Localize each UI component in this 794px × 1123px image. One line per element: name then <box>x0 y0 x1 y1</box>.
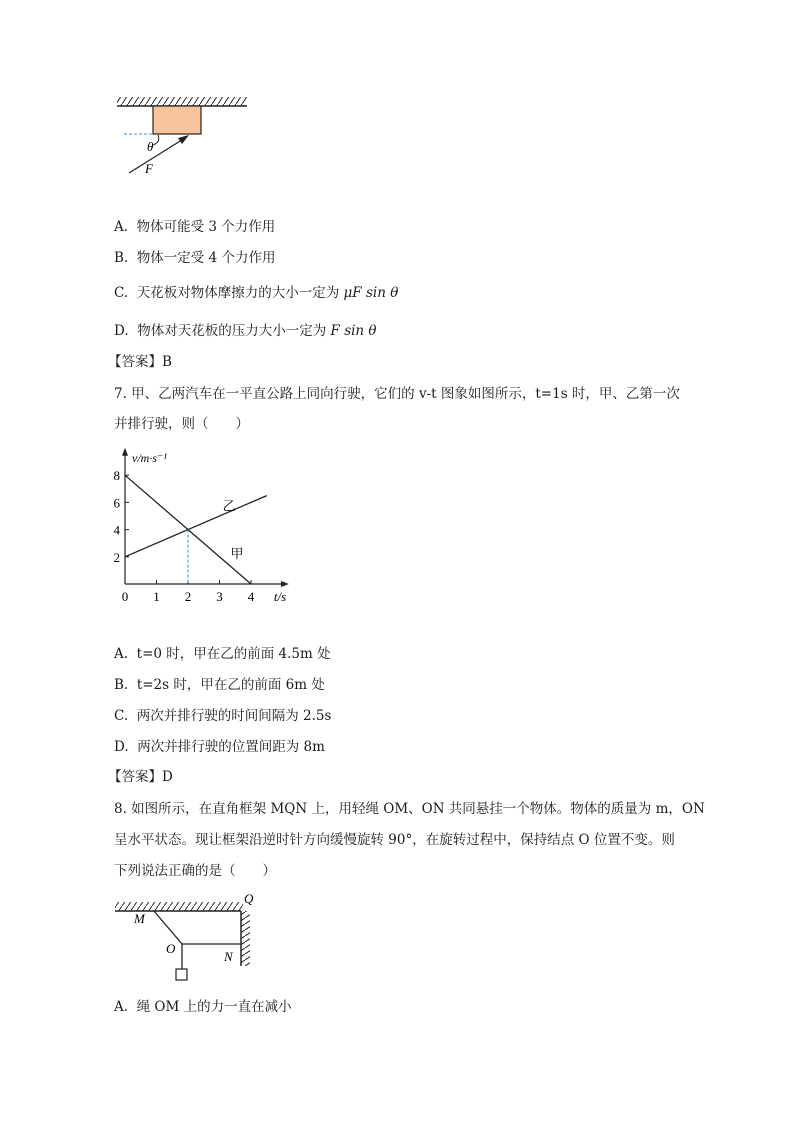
q7-stem-line-2: 并排行驶，则（ ） <box>114 416 249 432</box>
q6-option-c <box>114 284 398 302</box>
q6-option-b <box>114 249 275 267</box>
answer-label: 【答案】 <box>108 769 162 785</box>
option-text: 天花板对物体摩擦力的大小一定为 <box>136 285 340 301</box>
option-letter: A. <box>114 999 129 1015</box>
q6-figure <box>110 95 260 185</box>
rope-om <box>154 911 182 944</box>
option-text: 物体可能受 3 个力作用 <box>136 219 276 235</box>
option-letter: A. <box>114 219 129 235</box>
x-tick-label: 0 <box>121 589 129 604</box>
answer-value: D <box>162 769 173 785</box>
q6-answer <box>108 353 172 371</box>
option-letter: C. <box>114 708 129 724</box>
x-tick-label: 3 <box>216 589 223 604</box>
q7-stem-line-1: 7. 甲、乙两汽车在一平直公路上同向行驶，它们的 v-t 图象如图所示，t=1s 时，甲、乙第一次 <box>114 386 680 402</box>
x-axis-arrow <box>281 581 289 587</box>
hanging-weight <box>176 969 187 980</box>
y-tick-label: 4 <box>113 522 120 538</box>
q8-figure <box>110 888 270 988</box>
x-tick-label: 1 <box>153 589 160 604</box>
option-text: t=0 时，甲在乙的前面 4.5m 处 <box>136 646 331 662</box>
option-text: 绳 OM 上的力一直在减小 <box>136 999 292 1015</box>
y-axis-arrow <box>122 448 128 456</box>
label-q: Q <box>244 891 254 906</box>
option-text: t=2s 时，甲在乙的前面 6m 处 <box>136 677 325 693</box>
x-axis-label: t/s <box>273 589 287 604</box>
answer-value: B <box>162 354 172 370</box>
q8-stem-line-3: 下列说法正确的是（ ） <box>114 863 276 879</box>
frame-side-hatch <box>241 911 250 966</box>
angle-arc <box>153 135 159 145</box>
option-text: 两次并排行驶的时间间隔为 2.5s <box>136 708 332 724</box>
force-label: F <box>145 161 153 176</box>
q6-option-d <box>114 322 377 340</box>
answer-label: 【答案】 <box>108 354 162 370</box>
label-m: M <box>134 911 145 926</box>
q7-vt-chart <box>105 438 305 608</box>
block <box>153 106 201 134</box>
q8-stem-line-1: 8. 如图所示，在直角框架 MQN 上，用轻绳 OM、ON 共同悬挂一个物体。物体的质量为 m，ON <box>114 801 705 817</box>
q7-answer <box>108 768 173 786</box>
label-o: O <box>166 941 176 956</box>
option-letter: B. <box>114 677 129 693</box>
option-formula: F sin θ <box>330 323 377 339</box>
option-letter: A. <box>114 646 129 662</box>
option-formula: μF sin θ <box>343 285 399 301</box>
option-letter: C. <box>114 285 129 301</box>
q7-option-c <box>114 707 331 725</box>
q7-option-d <box>114 738 325 756</box>
y-tick-label: 2 <box>113 549 120 565</box>
x-tick-label: 4 <box>247 589 255 604</box>
option-letter: D. <box>114 323 129 339</box>
series-line-yi <box>125 496 267 557</box>
series-label-yi: 乙 <box>222 498 236 514</box>
option-text: 物体对天花板的压力大小一定为 <box>137 323 327 339</box>
option-letter: D. <box>114 739 129 755</box>
q8-option-a <box>114 998 292 1016</box>
label-n: N <box>224 949 233 964</box>
frame-top-hatch <box>115 902 243 911</box>
q7-option-a <box>114 645 331 663</box>
series-label-jia: 甲 <box>230 546 244 562</box>
q8-stem-line-2: 呈水平状态。现让框架沿逆时针方向缓慢旋转 90°，在旋转过程中，保持结点 O 位置不变。则 <box>114 832 675 848</box>
q7-option-b <box>114 676 325 694</box>
q6-option-a <box>114 218 275 236</box>
y-tick-label: 8 <box>113 468 120 484</box>
option-text: 物体一定受 4 个力作用 <box>136 250 276 266</box>
ceiling-hatch <box>117 97 247 106</box>
y-axis-label: v/m·s⁻¹ <box>132 450 167 465</box>
theta-label: θ <box>147 139 154 154</box>
x-tick-label: 2 <box>184 589 192 604</box>
option-text: 两次并排行驶的位置间距为 8m <box>137 739 325 755</box>
option-letter: B. <box>114 250 129 266</box>
force-arrowhead <box>178 135 189 144</box>
y-tick-label: 6 <box>113 495 120 511</box>
